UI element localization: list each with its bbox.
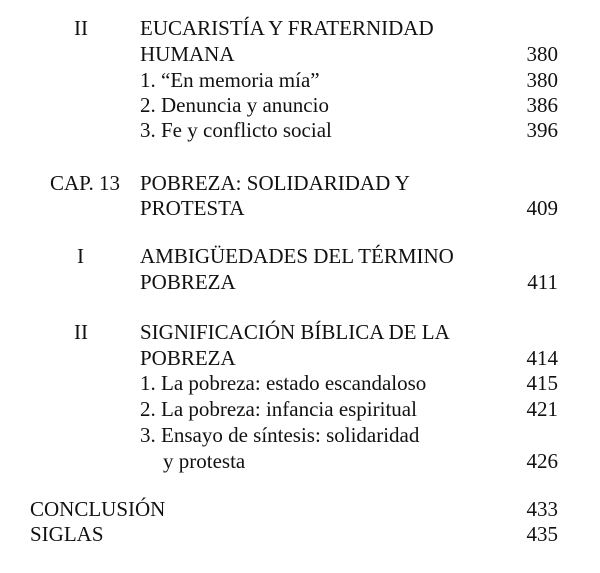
page-number: 426 (526, 449, 558, 473)
section-numeral: II (74, 320, 88, 344)
section-numeral: II (74, 16, 88, 40)
page-number: 396 (526, 118, 558, 142)
page-number: 435 (526, 522, 558, 546)
section-title-line2: HUMANA (140, 42, 235, 66)
page-number: 409 (526, 196, 558, 220)
section-title-line1: SIGNIFICACIÓN BÍBLICA DE LA (140, 320, 450, 344)
page-number: 415 (526, 371, 558, 395)
toc-entry: 1. “En memoria mía” (140, 68, 320, 92)
page-number: 380 (526, 68, 558, 92)
toc-entry: 1. La pobreza: estado escandaloso (140, 371, 427, 395)
chapter-title-line2: PROTESTA (140, 196, 245, 220)
section-title-line1: EUCARISTÍA Y FRATERNIDAD (140, 16, 434, 40)
page-number: 433 (526, 497, 558, 521)
toc-entry: 3. Ensayo de síntesis: solidaridad (140, 423, 420, 447)
section-title-line1: AMBIGÜEDADES DEL TÉRMINO (140, 244, 454, 268)
chapter-label: CAP. 13 (50, 171, 121, 195)
section-title-line2: POBREZA (140, 270, 236, 294)
page-number: 386 (526, 93, 558, 117)
toc-entry: 2. Denuncia y anuncio (140, 93, 329, 117)
page-number: 380 (526, 42, 558, 66)
page-number: 411 (527, 270, 558, 294)
section-title-line2: POBREZA (140, 346, 236, 370)
toc-entry: 2. La pobreza: infancia espiritual (140, 397, 417, 421)
toc-entry: 3. Fe y conflicto social (140, 118, 332, 142)
chapter-title-line1: POBREZA: SOLIDARIDAD Y (140, 171, 410, 195)
section-numeral: I (77, 244, 84, 268)
conclusion-label: CONCLUSIÓN (30, 497, 166, 521)
page-number: 414 (526, 346, 558, 370)
toc-entry-continuation: y protesta (163, 449, 246, 473)
siglas-label: SIGLAS (30, 522, 104, 546)
page-number: 421 (526, 397, 558, 421)
